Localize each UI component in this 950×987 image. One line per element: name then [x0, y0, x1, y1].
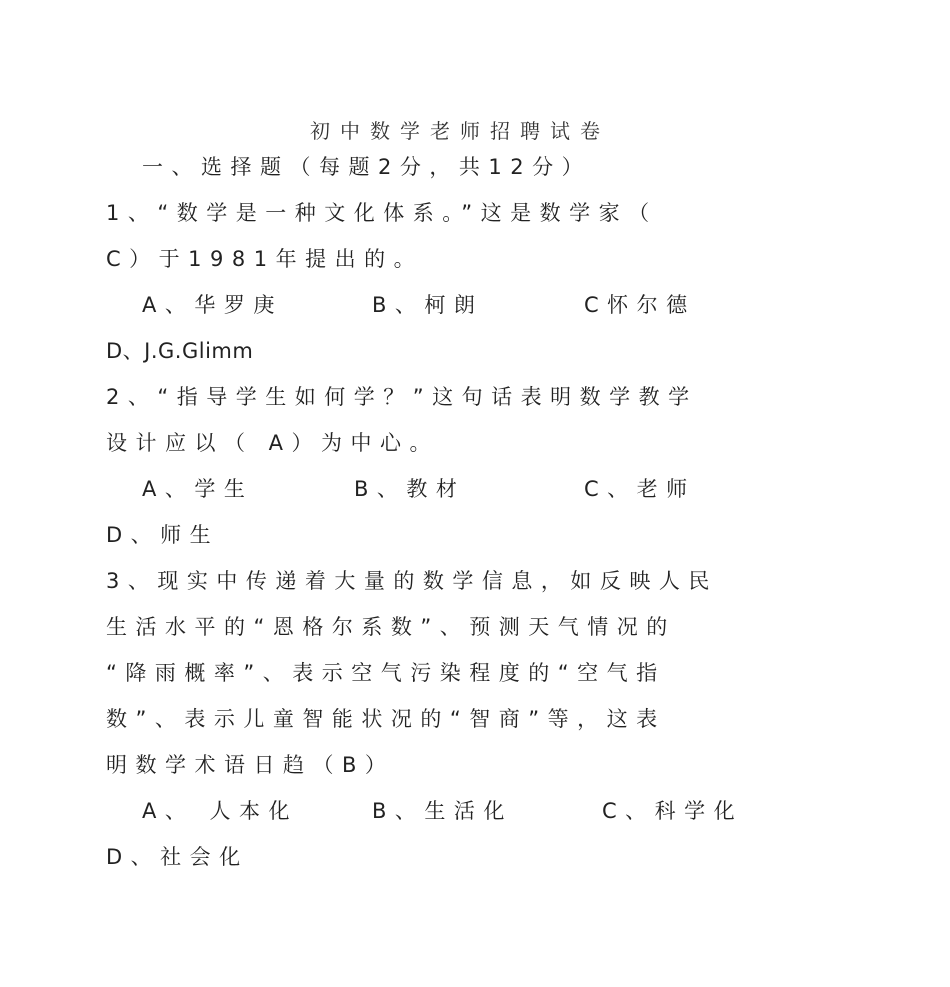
- question-3-line-4: 数”、表示儿童智能状况的“智商”等，这表: [106, 707, 666, 731]
- question-1-option-b: B、柯朗: [372, 293, 484, 317]
- question-2-line-2: 设计应以（ A）为中心。: [106, 431, 440, 455]
- question-3-option-a: A、 人本化: [142, 799, 299, 823]
- question-1-option-d: D、J.G.Glimm: [106, 339, 254, 363]
- question-3-option-b: B、生活化: [372, 799, 513, 823]
- question-1-line-2: C）于1981年提出的。: [106, 247, 424, 271]
- question-3-option-d: D、社会化: [106, 845, 249, 869]
- question-3-line-5: 明数学术语日趋（B）: [106, 753, 395, 777]
- question-2-line-1: 2、“指导学生如何学？”这句话表明数学教学: [106, 385, 698, 409]
- question-1-line-1: 1、“数学是一种文化体系。”这是数学家（: [106, 201, 658, 225]
- question-2-option-d: D、师生: [106, 523, 220, 547]
- question-3-line-2: 生活水平的“恩格尔系数”、预测天气情况的: [106, 615, 676, 639]
- question-3-option-c: C、科学化: [602, 799, 744, 823]
- question-1-option-c: C怀尔德: [584, 293, 696, 317]
- exam-title: 初中数学老师招聘试卷: [310, 119, 610, 143]
- question-3-line-3: “降雨概率”、表示空气污染程度的“空气指: [106, 661, 666, 685]
- section-heading: 一、选择题（每题2分，共12分）: [142, 155, 592, 179]
- question-2-option-a: A、学生: [142, 477, 254, 501]
- question-3-line-1: 3、现实中传递着大量的数学信息，如反映人民: [106, 569, 718, 593]
- question-1-option-a: A、华罗庚: [142, 293, 283, 317]
- question-2-option-c: C、老师: [584, 477, 696, 501]
- question-2-option-b: B、教材: [354, 477, 466, 501]
